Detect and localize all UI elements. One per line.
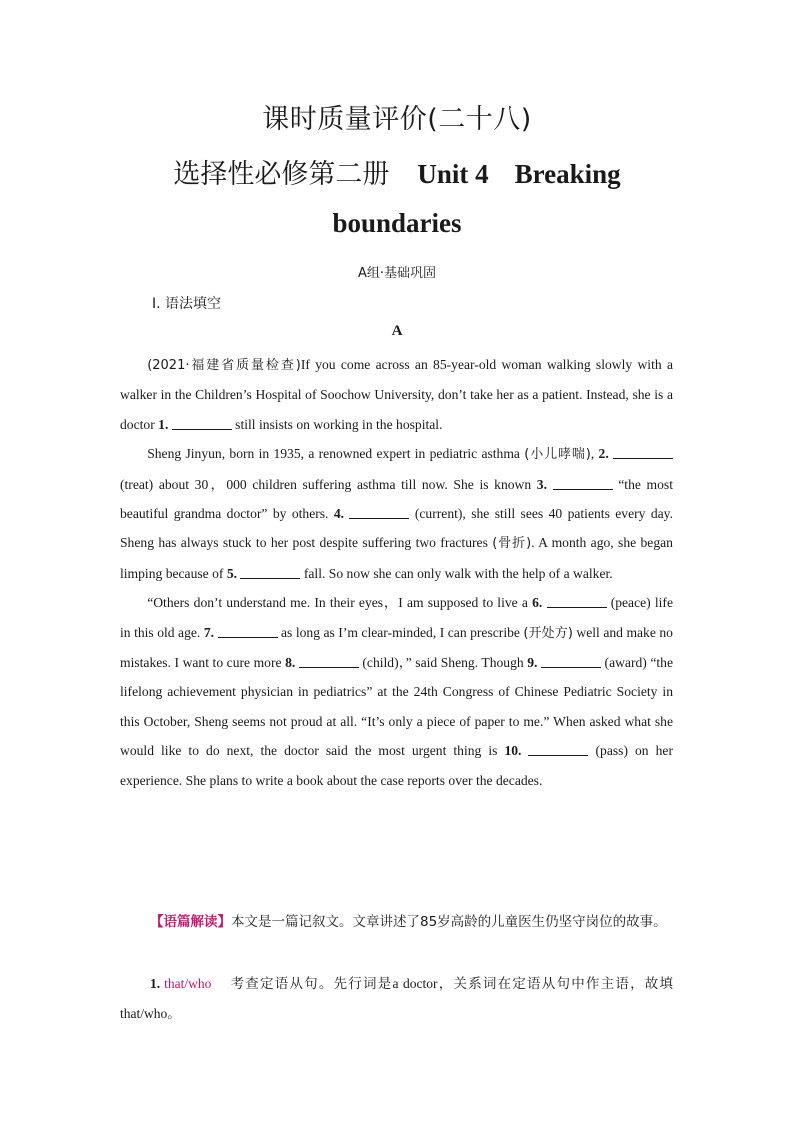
blank-1[interactable] (172, 415, 232, 430)
text: as long as I’m clear-minded, I can prescribe (277, 624, 524, 640)
blank-7[interactable] (218, 623, 278, 638)
text: well and make no mistakes. I want to cure more (120, 624, 673, 671)
blank-6[interactable] (547, 593, 607, 608)
unit-number: Unit 4 (417, 159, 489, 189)
page-title: 课时质量评价(二十八) (262, 104, 532, 135)
blank-number: 2. (598, 446, 609, 462)
group-label: A组·基础巩固 (357, 266, 437, 281)
blank-9[interactable] (541, 653, 601, 668)
blank-number: 5. (226, 565, 238, 581)
blank-8[interactable] (299, 653, 359, 668)
passage-analysis (120, 908, 673, 936)
paragraph-1 (120, 350, 673, 439)
text: still insists on working in the hospital. (231, 416, 443, 432)
unit-name-part1: Breaking (514, 159, 621, 189)
blank-number: 10. (504, 743, 522, 759)
text: (pass) on her experience. She plans to write a book about the case reports over the decades. (120, 743, 673, 788)
paragraph-2 (120, 439, 673, 588)
explanation: that/who (120, 1006, 168, 1021)
unit-title (0, 152, 794, 191)
answer-value: that/who (164, 976, 212, 991)
explanation: 。 (167, 1006, 181, 1022)
analysis-text: 本文是一篇记叙文。文章讲述了85岁高龄的儿童医生仍坚守岗位的故事。 (231, 914, 667, 930)
text: If you come across an 85-year-old woman walking slowly with a walker in the Children’s Hospital of Soochow University, don’t take her as a patient. Instead, she is a doctor (120, 357, 673, 432)
passage-body (120, 350, 673, 795)
explanation: a doctor (392, 976, 438, 991)
gloss: (骨折) (492, 536, 532, 552)
blank-3[interactable] (553, 475, 613, 490)
gloss: (小儿哮喘) (524, 447, 591, 463)
blank-number: 7. (203, 624, 215, 640)
passage-label: A (391, 323, 403, 339)
paragraph-3 (120, 588, 673, 795)
blank-number: 6. (532, 595, 543, 611)
answer-1 (120, 969, 673, 1029)
blank-5[interactable] (240, 564, 300, 579)
blank-number: 3. (536, 476, 547, 492)
text: , (590, 446, 599, 462)
text: Sheng Jinyun, born in 1935, a renowned expert in pediatric asthma (147, 446, 525, 462)
text: “the most beautiful grandma doctor” by others. (120, 476, 673, 522)
text: fall. So now she can only walk with the help of a walker. (300, 565, 613, 581)
text: . A month ago, she began limping because of (120, 535, 673, 581)
blank-4[interactable] (349, 504, 409, 519)
text: “Others don’t understand me. In their eyes，I am supposed to live a (147, 595, 533, 611)
text: (award) “the lifelong achievement physician in pediatrics” at the 24th Congress of Chinese Pediatric Society in this October, Sheng seems not proud at all. “It’s only a piece of paper to me.” When asked what she would like to do next, the doctor said the most urgent thing is (120, 655, 673, 759)
text: (current), she still sees 40 patients every day. Sheng has always stuck to her post despite suffering two fractures (120, 506, 673, 551)
text: (child)，” said Sheng. Though (358, 655, 528, 671)
blank-number: 1. (158, 416, 169, 432)
book-name: 选择性必修第二册 (173, 159, 390, 190)
gloss: (开处方) (523, 625, 573, 641)
blank-10[interactable] (528, 741, 588, 756)
analysis-tag: 【语篇解读】 (150, 914, 231, 930)
text: (treat) about 30，000 children suffering asthma till now. She is known (120, 476, 537, 492)
explanation: 考查定语从句。先行词是 (229, 976, 393, 992)
source-note: (2021·福建省质量检查) (147, 358, 301, 373)
blank-number: 9. (527, 655, 538, 671)
blank-2[interactable] (613, 444, 673, 459)
unit-name-part2: boundaries (332, 208, 462, 238)
explanation: ，关系词在定语从句中作主语，故填 (437, 976, 674, 992)
blank-number: 4. (333, 506, 345, 522)
answer-number: 1. (150, 976, 161, 991)
section-label: Ⅰ. 语法填空 (152, 296, 222, 312)
blank-number: 8. (285, 655, 296, 671)
text: (peace) life in this old age. (120, 595, 673, 640)
